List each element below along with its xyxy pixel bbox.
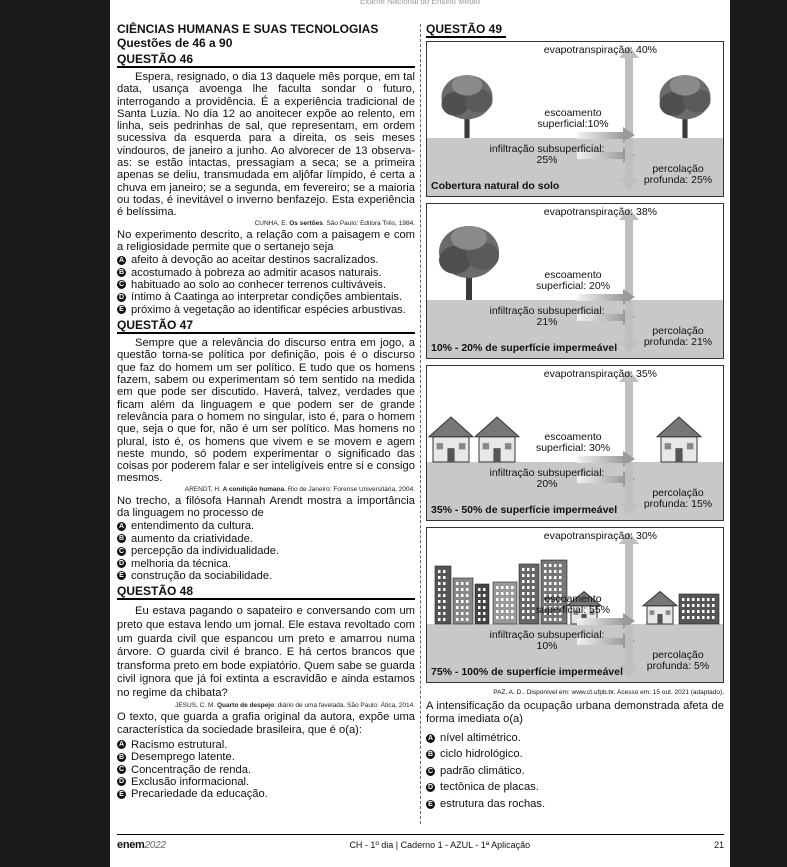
option-49-a[interactable]: A nível altimétrico. [427,731,521,744]
option-48-c[interactable]: C Concentração de renda. [118,763,252,776]
enem-logo: enem2022 [117,839,166,851]
question-49-source: PAZ, A. D.. Disponível em: www.ct.ufpb.br. Acesso em: 15 out. 2021 (adaptado). [493,689,724,696]
percolation-label: percolação profunda: 25% [643,163,713,186]
question-47-text: Sempre que a relevância do discurso entra em jogo, a questão torna-se política por definição, pois é o discurso que faz do homem um ser político. E tudo que os homens fazem, sabem ou experimentam só tem sentido na medida em que pode ser discutido. Haverá, talvez, verdades que ficam além da linguagem e que podem ser de grande relevância para o homem no singular, isto é, para o homem que, seja o que for, não é um ser político. Mas homens no plural, isto é, os homens que vivem e se movem e agem neste mundo, só podem experimentar o significado das coisas por poderem falar e ser inteligíveis entre si e consigo mesmos. [117,337,415,485]
panel-caption: 75% - 100% de superfície impermeável [431,666,624,678]
column-divider [420,24,421,824]
percolation-label: percolação profunda: 5% [646,649,710,672]
question-48-text: Eu estava pagando o sapateiro e conversando com um preto que estava lendo um jornal. Ele estava revoltado com um guarda civil que espancou um preto e amarrou numa árvore. O guarda civil é branco. E há certos brancos que transforma preto em bode expiatório. Quem sabe se guarda civil ignora que já foi extinta a escravidão e ainda estamos no regime da chibata? [117,605,415,699]
house-icon [643,592,677,625]
infiltration-label: infiltração subsuperficial: 20% [489,467,605,490]
building-icon [453,578,473,624]
question-46-stem: No experimento descrito, a relação com a paisagem e com a religiosidade permite que o sertanejo seja [117,228,415,253]
option-48-d[interactable]: D Exclusão informacional. [118,775,250,788]
option-48-e[interactable]: E Precariedade da educação. [117,788,415,800]
question-49-options [426,730,724,813]
hydrology-figure [426,41,724,683]
runoff-label: escoamento superficial:10% [537,107,609,130]
page-header: Exame Nacional do Ensino Médio [359,0,481,6]
runoff-label: escoamento superficial: 20% [535,269,611,292]
infiltration-label: infiltração subsuperficial: 25% [489,143,605,166]
option-47-e[interactable]: E construção da sociabilidade. [117,570,415,582]
option-47-b[interactable]: B aumento da criatividade. [118,532,253,545]
area-title: CIÊNCIAS HUMANAS E SUAS TECNOLOGIAS [117,22,379,36]
tree-icon [439,226,499,300]
question-49-stem: A intensificação da ocupação urbana demonstrada afeta de forma imediata o(a) [426,700,724,726]
building-icon [475,584,489,624]
footer-info: CH - 1º dia | Caderno 1 - AZUL - 1ª Aplicação [349,840,531,850]
runoff-label: escoamento superficial: 55% [535,593,611,616]
question-46-source: CUNHA, E. Os sertões. São Paulo: Editora Três, 1984. [254,219,415,227]
hydrology-panel [426,365,724,521]
page-footer [117,834,724,855]
question-49-title: QUESTÃO 49 [426,22,506,38]
house-icon [657,417,701,462]
evapotranspiration-label: evapotranspiração: 35% [543,368,657,380]
house-icon [475,417,519,462]
panel-caption: 35% - 50% de superfície impermeável [431,504,618,516]
option-47-a[interactable]: A entendimento da cultura. [118,520,255,533]
tree-icon [660,75,711,138]
panel-caption: 10% - 20% de superfície impermeável [431,342,618,354]
option-46-b[interactable]: B acostumado à pobreza ao admitir acasos naturais. [118,266,382,279]
left-column [117,22,415,801]
question-46-text: Espera, resignado, o dia 13 daquele mês porque, em tal data, usança avoenga lhe faculta sondar o futuro, interrogando a providência. É a experiência tradicional de Santa Luzia. No dia 12 ao anoitecer expõe ao relento, em linha, seis pedrinhas de sal, que representam, em ordem sucessiva da esquerda para a direita, os seis meses vindouros, de janeiro a junho. Ao alvorecer de 13 observa-as: se estão intactas, pressagiam a seca; se a primeira apenas se deliu, transmudada em aljôfar límpido, é certa a chuva em janeiro; se a segunda, em fevereiro; se a maioria ou todas, é inevitável o inverno benfazejo. Esta experiência é belíssima. [117,71,415,219]
percolation-label: percolação profunda: 15% [643,487,713,510]
option-46-c[interactable]: C habituado ao solo ao conhecer terrenos cultiváveis. [118,278,386,291]
building-icon [679,594,719,624]
hydrology-panel [426,203,724,359]
question-47-title: QUESTÃO 47 [117,318,415,334]
option-49-b[interactable]: B ciclo hidrológico. [427,748,523,761]
option-49-c[interactable]: C padrão climático. [427,764,525,777]
area-subtitle: Questões de 46 a 90 [117,36,233,50]
infiltration-label: infiltração subsuperficial: 21% [489,305,605,328]
exam-page [110,0,730,867]
option-49-e[interactable]: E estrutura das rochas. [426,796,724,813]
tree-icon [442,75,493,138]
building-icon [435,566,451,624]
question-48-options [117,739,415,801]
panel-caption: Cobertura natural do solo [431,180,560,192]
question-47-options [117,520,415,582]
option-46-e[interactable]: E próximo à vegetação ao identificar espécies arbustivas. [117,304,415,316]
question-48-title: QUESTÃO 48 [117,584,415,600]
evapotranspiration-label: evapotranspiração: 40% [543,44,657,56]
option-48-a[interactable]: A Racismo estrutural. [118,738,228,751]
evapotranspiration-label: evapotranspiração: 38% [543,206,657,218]
option-48-b[interactable]: B Desemprego latente. [118,751,235,764]
option-46-a[interactable]: A afeito à devoção ao aceitar destinos sacralizados. [118,254,379,267]
hydrology-panel [426,41,724,197]
percolation-label: percolação profunda: 21% [643,325,713,348]
house-icon [429,417,473,462]
question-46-title: QUESTÃO 46 [117,52,415,68]
right-column [426,22,724,812]
hydrology-panel [426,527,724,683]
option-49-d[interactable]: D tectônica de placas. [427,781,539,794]
evapotranspiration-label: evapotranspiração: 30% [543,530,657,542]
question-48-source: JESUS, C. M. Quarto de despejo: diário de uma favelada. São Paulo: Ática, 2014. [175,701,415,709]
building-icon [493,582,517,624]
option-46-d[interactable]: D íntimo à Caatinga ao interpretar condições ambientais. [118,291,403,304]
infiltration-label: infiltração subsuperficial: 10% [489,629,605,652]
question-47-stem: No trecho, a filósofa Hannah Arendt mostra a importância da linguagem no processo de [117,494,415,520]
question-48-stem: O texto, que guarda a grafia original da autora, expõe uma característica da sociedade brasileira, que é o(a): [117,710,415,737]
runoff-label: escoamento superficial: 30% [535,431,611,454]
question-47-source: ARENDT, H. A condição humana. Rio de Janeiro: Forense Universitária, 2004. [184,485,415,493]
option-47-c[interactable]: C percepção da individualidade. [118,545,280,558]
option-47-d[interactable]: D melhoria da técnica. [118,557,232,570]
page-number: 21 [713,840,724,850]
question-46-options [117,254,415,316]
